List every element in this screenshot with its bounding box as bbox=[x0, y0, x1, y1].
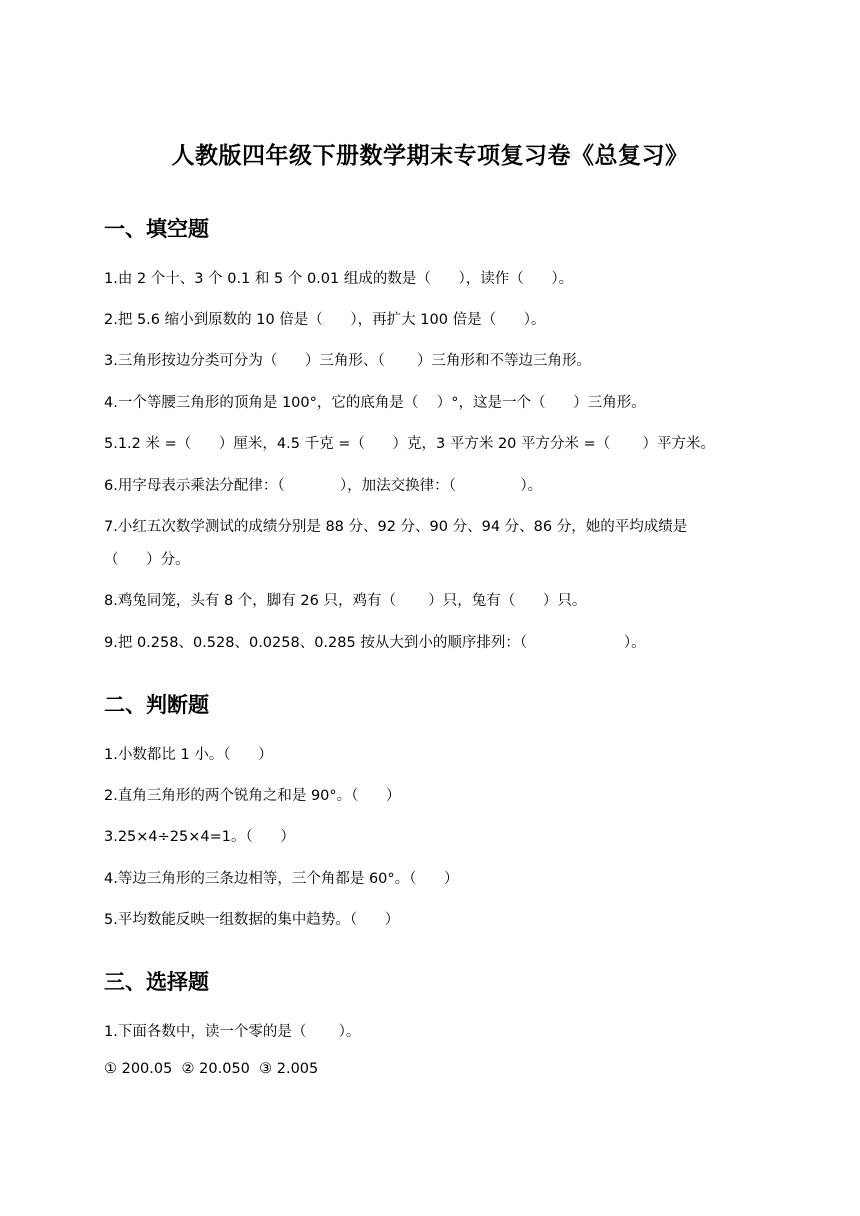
page-title: 人教版四年级下册数学期末专项复习卷《总复习》 bbox=[171, 143, 689, 169]
question-fill-4: 4.一个等腰三角形的顶角是 100°，它的底角是（ ）°，这是一个（ ）三角形。 bbox=[104, 395, 646, 411]
question-fill-7: 7.小红五次数学测试的成绩分别是 88 分、92 分、90 分、94 分、86 分，她的平均成绩是 bbox=[104, 519, 688, 535]
section-heading-choice: 三、选择题 bbox=[104, 970, 209, 994]
question-choice-1-options: ① 200.05 ② 20.050 ③ 2.005 bbox=[104, 1061, 319, 1077]
section-heading-true-false: 二、判断题 bbox=[104, 693, 209, 717]
question-fill-6: 6.用字母表示乘法分配律：（ ），加法交换律：（ ）。 bbox=[104, 478, 543, 494]
question-tf-4: 4.等边三角形的三条边相等，三个角都是 60°。（ ） bbox=[104, 871, 459, 887]
question-choice-1: 1.下面各数中，读一个零的是（ ）。 bbox=[104, 1024, 361, 1040]
question-fill-3: 3.三角形按边分类可分为（ ）三角形、（ ）三角形和不等边三角形。 bbox=[104, 353, 592, 369]
question-fill-8: 8.鸡兔同笼，头有 8 个，脚有 26 只，鸡有（ ）只，兔有（ ）只。 bbox=[104, 593, 587, 609]
question-tf-2: 2.直角三角形的两个锐角之和是 90°。（ ） bbox=[104, 788, 401, 804]
question-tf-3: 3.25×4÷25×4=1。（ ） bbox=[104, 829, 295, 845]
section-heading-fill-blank: 一、填空题 bbox=[104, 217, 209, 241]
question-fill-5: 5.1.2 米 =（ ）厘米，4.5 千克 =（ ）克，3 平方米 20 平方分米 =（ ）平方米。 bbox=[104, 436, 716, 452]
question-fill-1: 1.由 2 个十、3 个 0.1 和 5 个 0.01 组成的数是（ ），读作（ ）。 bbox=[104, 271, 574, 287]
question-tf-5: 5.平均数能反映一组数据的集中趋势。（ ） bbox=[104, 912, 400, 928]
question-fill-9: 9.把 0.258、0.528、0.0258、0.285 按从大到小的顺序排列：（ ）。 bbox=[104, 635, 646, 651]
question-fill-7-cont: （ ）分。 bbox=[104, 552, 190, 568]
question-fill-2: 2.把 5.6 缩小到原数的 10 倍是（ ），再扩大 100 倍是（ ）。 bbox=[104, 312, 546, 328]
question-tf-1: 1.小数都比 1 小。（ ） bbox=[104, 747, 273, 763]
